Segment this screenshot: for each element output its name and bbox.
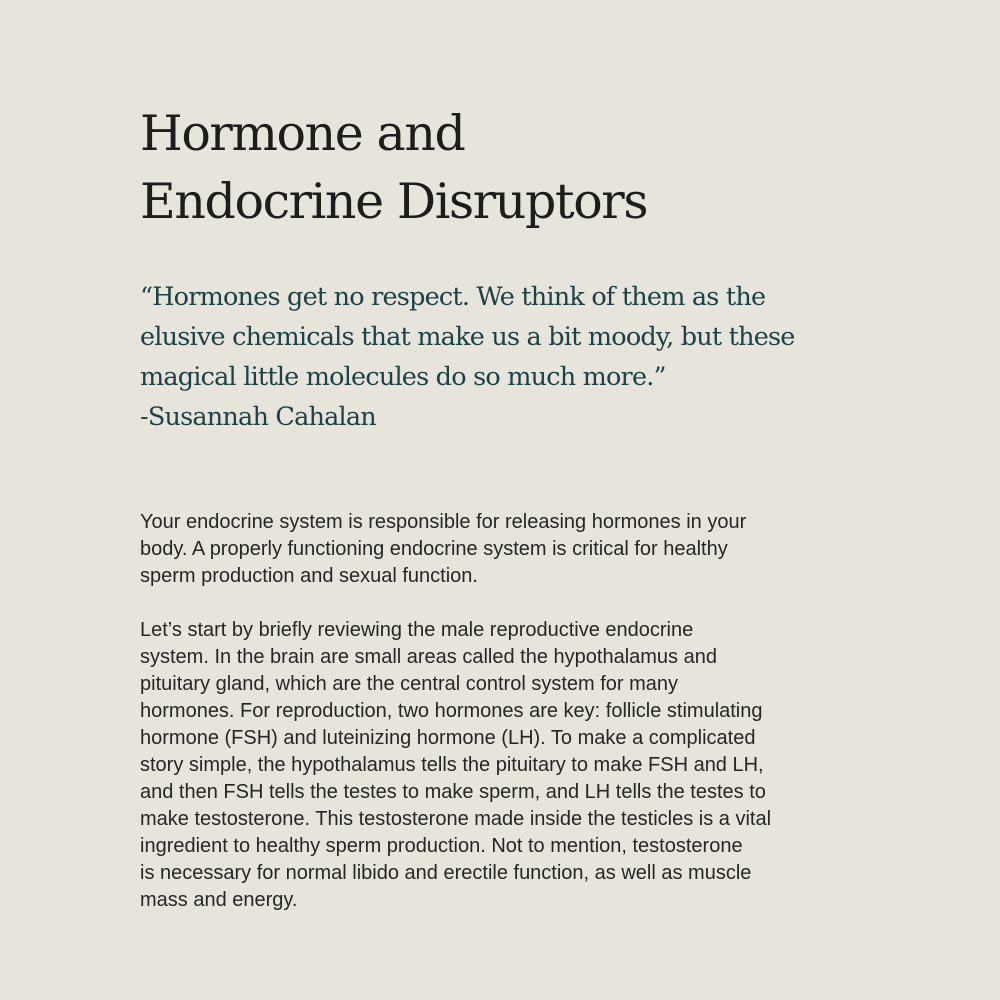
body-text [140, 509, 880, 914]
paragraph-2-line: story simple, the hypothalamus tells the pituitary to make FSH and LH, [140, 754, 764, 776]
quote-line-1: “Hormones get no respect. We think of them as the [140, 282, 766, 312]
paragraph-2-line: Let’s start by briefly reviewing the male reproductive endocrine [140, 619, 694, 641]
paragraph-reproductive-system [140, 617, 880, 914]
paragraph-1-line: Your endocrine system is responsible for releasing hormones in your [140, 511, 747, 533]
quote-attribution: -Susannah Cahalan [140, 402, 376, 432]
quote-line-2: elusive chemicals that make us a bit moody, but these [140, 322, 795, 352]
page-title [140, 100, 880, 236]
paragraph-2-line: make testosterone. This testosterone made inside the testicles is a vital [140, 808, 772, 830]
paragraph-2-line: system. In the brain are small areas called the hypothalamus and [140, 646, 717, 668]
paragraph-2-line: mass and energy. [140, 889, 298, 911]
paragraph-2-line: hormone (FSH) and luteinizing hormone (LH). To make a complicated [140, 727, 756, 749]
content-column [140, 100, 880, 914]
paragraph-endocrine-intro [140, 509, 880, 590]
paragraph-1-line: body. A properly functioning endocrine system is critical for healthy [140, 538, 728, 560]
pull-quote [140, 277, 880, 437]
paragraph-2-line: is necessary for normal libido and erectile function, as well as muscle [140, 862, 752, 884]
paragraph-2-line: pituitary gland, which are the central control system for many [140, 673, 679, 695]
paragraph-2-line: hormones. For reproduction, two hormones are key: follicle stimulating [140, 700, 763, 722]
paragraph-1-line: sperm production and sexual function. [140, 565, 478, 587]
quote-line-3: magical little molecules do so much more.” [140, 362, 666, 392]
title-line-1: Hormone and [140, 105, 465, 162]
paragraph-2-line: ingredient to healthy sperm production. Not to mention, testosterone [140, 835, 743, 857]
title-line-2: Endocrine Disruptors [140, 173, 648, 230]
paragraph-2-line: and then FSH tells the testes to make sperm, and LH tells the testes to [140, 781, 766, 803]
